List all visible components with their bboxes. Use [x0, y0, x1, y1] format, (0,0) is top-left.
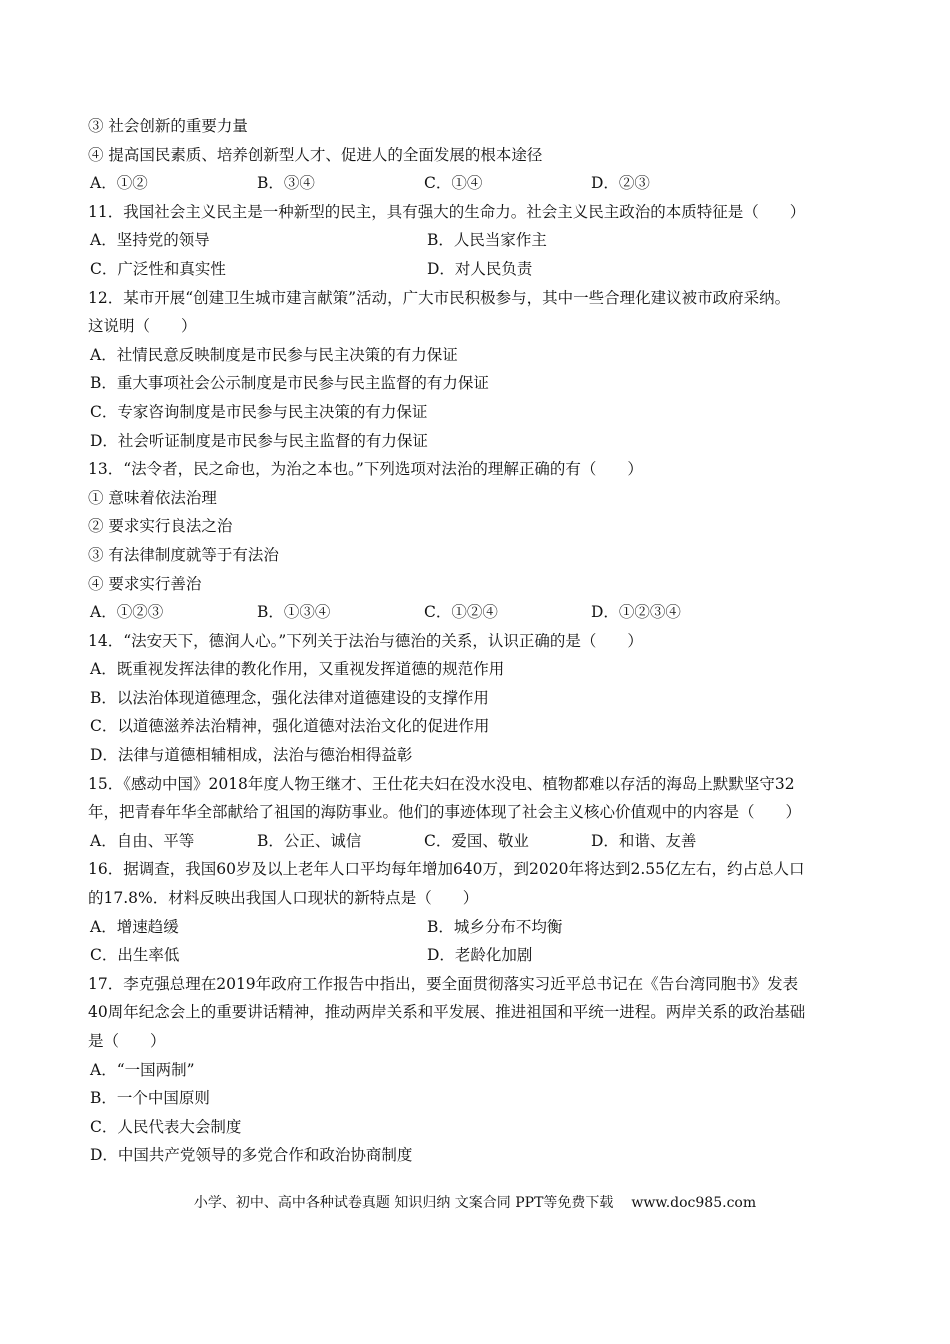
q13-item-4: ④ 要求实行善治	[88, 574, 202, 593]
q10-item-4: ④ 提高国民素质、培养创新型人才、促进人的全面发展的根本途径	[88, 145, 543, 164]
q15-stem-line2: 年，把青春年华全部献给了祖国的海防事业。他们的事迹体现了社会主义核心价值观中的内容是（ ）	[88, 803, 802, 822]
q11-stem: 11．我国社会主义民主是一种新型的民主，具有强大的生命力。社会主义民主政治的本质特征是（ ）	[88, 202, 806, 221]
q16-stem-line1: 16．据调查，我国60岁及以上老年人口平均每年增加640万，到2020年将达到2.55亿左右，约占总人口	[88, 860, 805, 879]
footer-text: 小学、初中、高中各种试卷真题 知识归纳 文案合同 PPT等免费下载	[193, 1195, 614, 1211]
q13-item-2: ② 要求实行良法之治	[88, 517, 233, 536]
q16-option-a: A．增速趋缓	[90, 917, 179, 936]
q10-item-3: ③ 社会创新的重要力量	[88, 117, 248, 135]
q15-option-b: B．公正、诚信	[257, 831, 362, 850]
q13-item-1: ① 意味着依法治理	[88, 488, 217, 507]
q16-option-d: D．老龄化加剧	[427, 946, 533, 965]
q14-option-a: A．既重视发挥法律的教化作用，又重视发挥道德的规范作用	[90, 660, 505, 679]
q16-option-b: B．城乡分布不均衡	[427, 917, 563, 936]
q11-options-row1	[88, 226, 868, 255]
q14-option-d: D．法律与道德相辅相成，法治与德治相得益彰	[90, 746, 413, 765]
q12-stem-line2: 这说明（ ）	[88, 317, 197, 336]
q11-option-a: A．坚持党的领导	[90, 231, 210, 250]
q14-stem: 14．“法安天下，德润人心。”下列关于法治与德治的关系，认识正确的是（ ）	[88, 631, 643, 650]
question-list	[88, 112, 868, 1170]
q15-option-d: D．和谐、友善	[591, 831, 697, 850]
q16-option-c: C．出生率低	[90, 946, 180, 965]
page-footer	[0, 1192, 950, 1212]
q17-stem-line2: 40周年纪念会上的重要讲话精神，推动两岸关系和平发展、推进祖国和平统一进程。两岸关系的政治基础	[88, 1003, 806, 1022]
q10-option-a: A．①②	[90, 174, 148, 193]
q11-options-row2	[88, 255, 868, 284]
q13-item-3: ③ 有法律制度就等于有法治	[88, 545, 279, 564]
q10-option-b: B．③④	[257, 174, 315, 193]
q10-option-c: C．①④	[424, 174, 483, 193]
q15-stem-line1: 15．《感动中国》2018年度人物王继才、王仕花夫妇在没水没电、植物都难以存活的海岛上默默坚守32	[88, 774, 795, 793]
q12-option-a: A．社情民意反映制度是市民参与民主决策的有力保证	[90, 345, 458, 364]
q12-option-b: B．重大事项社会公示制度是市民参与民主监督的有力保证	[90, 374, 489, 393]
q14-option-b: B．以法治体现道德理念，强化法律对道德建设的支撑作用	[90, 688, 489, 707]
q15-options	[88, 827, 868, 856]
q12-option-c: C．专家咨询制度是市民参与民主决策的有力保证	[90, 402, 428, 421]
q17-option-a: A．“一国两制”	[90, 1060, 195, 1079]
q12-option-d: D．社会听证制度是市民参与民主监督的有力保证	[90, 431, 428, 450]
q13-option-c: C．①②④	[424, 603, 498, 622]
q11-option-b: B．人民当家作主	[427, 231, 547, 250]
q17-stem-line3: 是（ ）	[88, 1032, 166, 1050]
q16-stem-line2: 的17.8%．材料反映出我国人口现状的新特点是（ ）	[88, 889, 479, 908]
q17-option-d: D．中国共产党领导的多党合作和政治协商制度	[90, 1146, 413, 1165]
q15-option-a: A．自由、平等	[90, 831, 195, 850]
q17-option-c: C．人民代表大会制度	[90, 1117, 242, 1136]
q13-option-d: D．①②③④	[591, 603, 681, 622]
q13-option-a: A．①②③	[90, 603, 164, 622]
q17-stem-line1: 17．李克强总理在2019年政府工作报告中指出，要全面贯彻落实习近平总书记在《告台湾同胞书》发表	[88, 974, 799, 993]
q13-option-b: B．①③④	[257, 603, 331, 622]
q11-option-c: C．广泛性和真实性	[90, 259, 226, 278]
q17-option-b: B．一个中国原则	[90, 1089, 210, 1108]
q13-stem: 13．“法令者，民之命也，为治之本也。”下列选项对法治的理解正确的有（ ）	[88, 460, 643, 479]
q12-stem-line1: 12．某市开展“创建卫生城市建言献策”活动，广大市民积极参与，其中一些合理化建议被市政府采纳。	[88, 288, 791, 307]
q10-option-d: D．②③	[591, 174, 650, 193]
q11-option-d: D．对人民负责	[427, 259, 533, 278]
q16-options-row2	[88, 941, 868, 970]
q15-option-c: C．爱国、敬业	[424, 831, 529, 850]
q16-options-row1	[88, 913, 868, 942]
q14-option-c: C．以道德滋养法治精神，强化道德对法治文化的促进作用	[90, 717, 490, 736]
q13-options	[88, 598, 868, 627]
q10-options	[88, 169, 868, 198]
footer-url[interactable]: www.doc985.com	[631, 1195, 757, 1211]
